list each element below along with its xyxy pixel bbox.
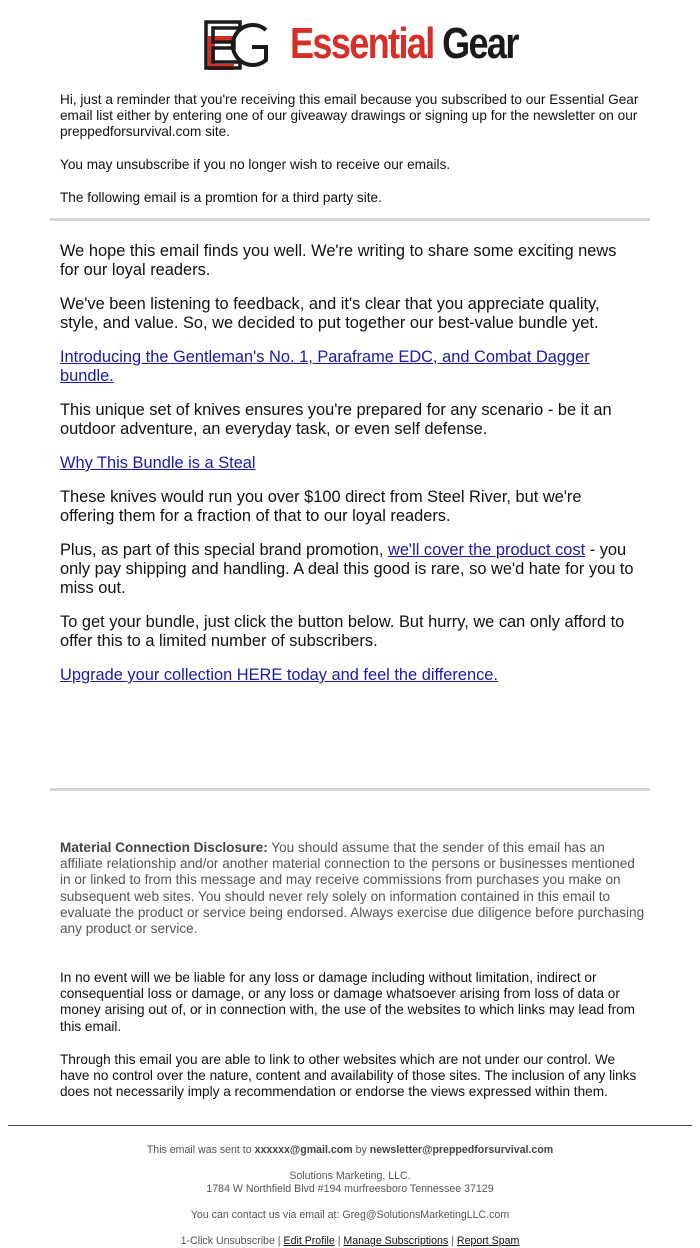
cover-product-cost-link[interactable]: we'll cover the product cost (387, 541, 586, 559)
separator: | (277, 1235, 281, 1247)
unsubscribe-note: You may unsubscribe if you no longer wish to receive our emails. (60, 157, 451, 172)
upgrade-collection-link[interactable]: Upgrade your collection HERE today and feel the difference. (60, 666, 498, 684)
email-footer (0, 1144, 700, 1248)
divider-top (50, 218, 650, 221)
brand-word-gear: Gear (442, 19, 518, 68)
brand-word-essential: Essential (290, 19, 434, 68)
external-links-paragraph: Through this email you are able to link to other websites which are not under our control. We have no control over the nature, content and availability of those sites. The inclusion of any links does not necessarily imply a recommendation or endorse the views expressed within them. (60, 1051, 637, 1100)
footer-actions (0, 1235, 700, 1248)
body-paragraph: This unique set of knives ensures you're prepared for any scenario - be it an outdoor adventure, an everyday task, or even self defense. (60, 401, 612, 438)
intro-section (60, 92, 640, 223)
one-click-unsubscribe[interactable]: 1-Click Unsubscribe (180, 1235, 275, 1247)
disclosure-text: You should assume that the sender of this email has an affiliate relationship and/or another material connection to the persons or businesses mentioned in or linked to from this message and may receive commissions from purchases you make on subsequent web sites. You should never rely solely on information contained in this email to evaluate the product or service being endorsed. Always exercise due diligence before purchasing any product or service. (60, 840, 645, 937)
legal-section (60, 970, 645, 1117)
divider-bottom (50, 788, 650, 791)
body-paragraph: We hope this email finds you well. We're writing to share some exciting news for our loyal readers. (60, 242, 617, 279)
eg-logo-mark-icon (204, 20, 270, 72)
sent-prefix: This email was sent to (146, 1144, 255, 1156)
body-paragraph: These knives would run you over $100 direct from Steel River, but we're offering them for a fraction of that to our loyal readers. (60, 488, 582, 525)
liability-paragraph: In no event will we be liable for any loss or damage including without limitation, indirect or consequential loss or damage, or any loss or damage whatsoever arising from loss of data or money arising out of, or in connection with, the use of the websites to which links may lead from this email. (60, 970, 635, 1034)
sent-by-label: by (352, 1144, 370, 1156)
separator: | (337, 1235, 341, 1247)
bundle-link-paragraph (60, 348, 640, 386)
sent-to-line (0, 1144, 700, 1157)
report-spam-link[interactable]: Report Spam (456, 1235, 520, 1247)
body-paragraph: To get your bundle, just click the button below. But hurry, we can only afford to offer this to a limited number of subscribers. (60, 613, 625, 650)
body-paragraph: We've been listening to feedback, and it's clear that you appreciate quality, style, and value. So, we decided to put together our best-value bundle yet. (60, 295, 600, 332)
manage-subscriptions-link[interactable]: Manage Subscriptions (343, 1235, 449, 1247)
p5-after: - you only pay shipping and handling. A deal this good is rare, so we'd hate for you to miss out. (60, 541, 634, 597)
recipient-email: xxxxxx@gmail.com (254, 1144, 353, 1156)
third-party-note: The following email is a promtion for a third party site. (60, 190, 382, 205)
bundle-intro-link[interactable]: Introducing the Gentleman's No. 1, Paraframe EDC, and Combat Dagger bundle. (60, 348, 590, 385)
contact-line: You can contact us via email at: Greg@SolutionsMarketingLLC.com (190, 1209, 510, 1221)
material-connection-disclosure (60, 840, 645, 937)
header-logo (0, 18, 700, 72)
promo-body (60, 242, 640, 700)
body-paragraph-with-link (60, 541, 640, 598)
p5-before: Plus, as part of this special brand promotion, (60, 541, 388, 559)
company-name: Solutions Marketing, LLC. (289, 1170, 411, 1182)
sender-email: newsletter@preppedforsurvival.com (369, 1144, 554, 1156)
upgrade-link-paragraph (60, 666, 640, 685)
brand-name (290, 18, 518, 70)
footer-divider (8, 1125, 692, 1126)
company-address: 1784 W Northfield Blvd #194 murfreesboro Tennessee 37129 (206, 1183, 494, 1195)
steal-link-paragraph (60, 454, 640, 473)
disclosure-heading: Material Connection Disclosure: (60, 840, 268, 855)
separator: | (451, 1235, 454, 1247)
why-bundle-steal-link[interactable]: Why This Bundle is a Steal (60, 454, 256, 472)
edit-profile-link[interactable]: Edit Profile (283, 1235, 335, 1247)
subscription-reminder: Hi, just a reminder that you're receiving this email because you subscribed to our Essential Gear email list either by entering one of our giveaway drawings or signing up for the newsletter on our preppedforsurvival.com site. (60, 92, 639, 139)
